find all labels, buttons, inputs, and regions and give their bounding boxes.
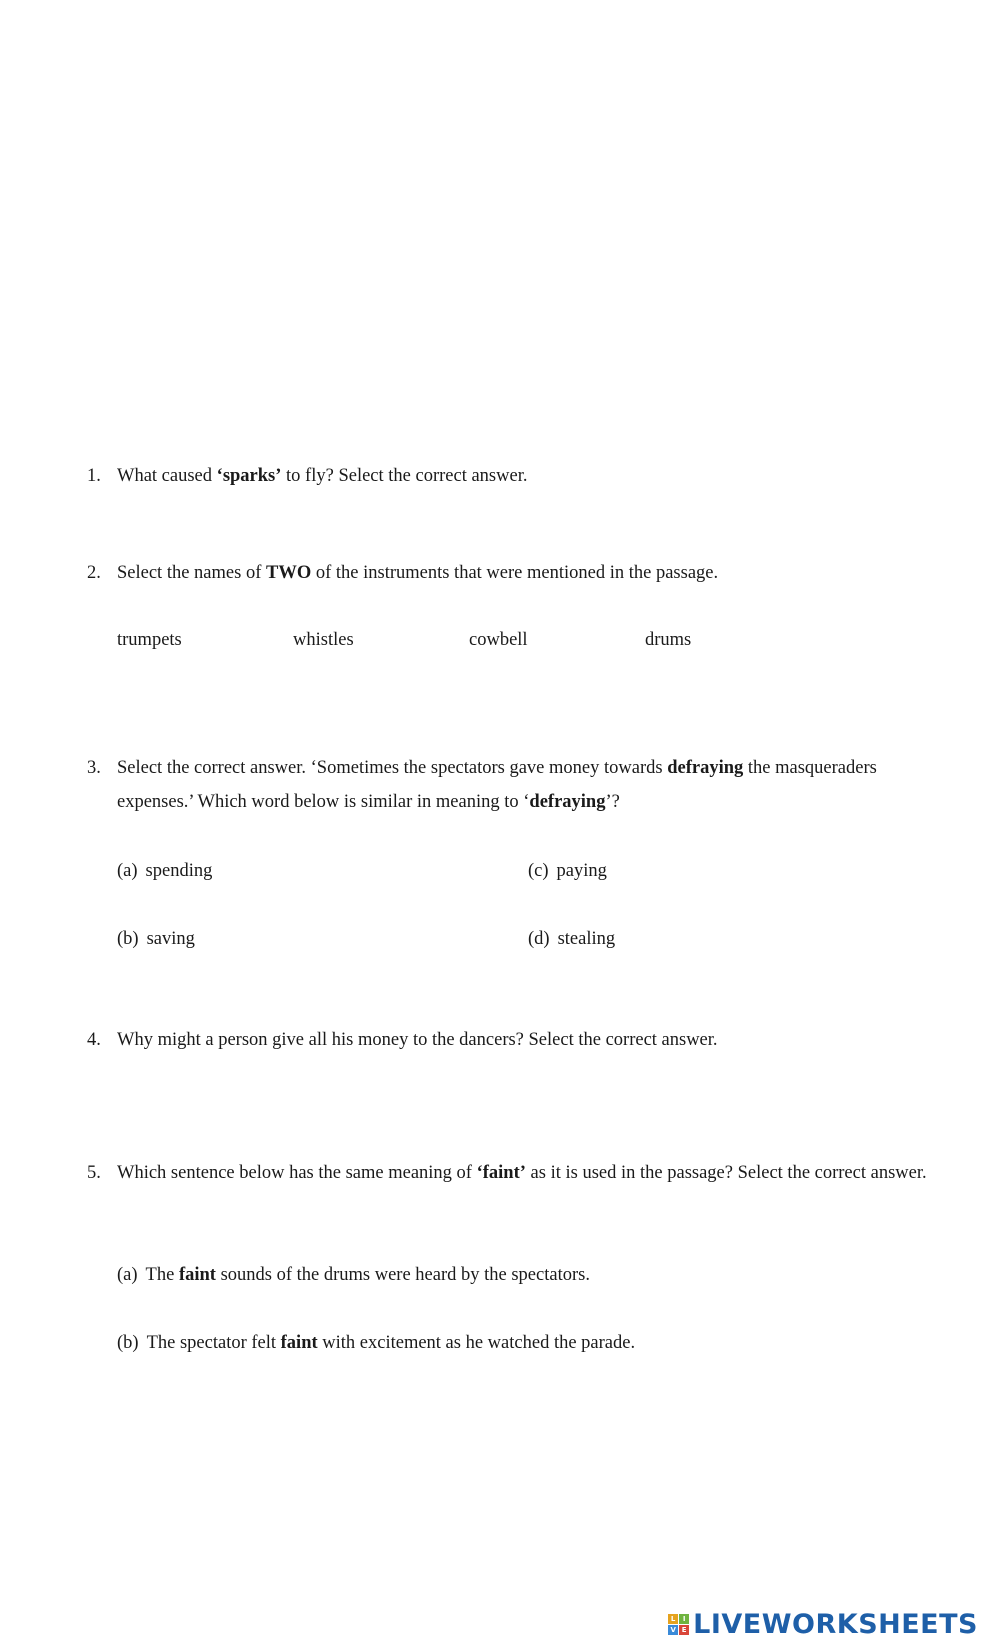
question-number: 5. <box>87 1163 101 1183</box>
question-text: Why might a person give all his money to the dancers? Select the correct answer. <box>117 1030 718 1050</box>
question-number: 3. <box>87 758 101 778</box>
question-text: Select the names of TWO of the instruments that were mentioned in the passage. <box>117 563 719 583</box>
option-drums[interactable]: drums <box>645 630 692 650</box>
question-5 <box>87 1156 927 1190</box>
question-text: Which sentence below has the same meaning of ‘faint’ as it is used in the passage? Select the correct answer. <box>117 1163 927 1183</box>
option-c-paying[interactable]: (c) paying <box>528 861 607 881</box>
option-d-stealing[interactable]: (d) stealing <box>528 929 616 949</box>
logo-mark-icon: L I V E <box>668 1614 689 1635</box>
option-a-spending[interactable]: (a) spending <box>117 861 213 881</box>
question-number: 4. <box>87 1030 101 1050</box>
question-text: Select the correct answer. ‘Sometimes the spectators gave money towards defraying the masqueraders expenses.’ Which word below is similar in meaning to ‘defraying’? <box>117 758 877 812</box>
question-2 <box>87 556 927 590</box>
option-b-sentence[interactable]: (b) The spectator felt faint with excitement as he watched the parade. <box>117 1333 636 1353</box>
brand-name: LIVEWORKSHEETS <box>693 1608 978 1640</box>
question-3 <box>87 751 927 819</box>
question-4 <box>87 1023 927 1057</box>
option-cowbell[interactable]: cowbell <box>469 630 528 650</box>
question-number: 2. <box>87 563 101 583</box>
question-1 <box>87 459 927 493</box>
option-a-sentence[interactable]: (a) The faint sounds of the drums were heard by the spectators. <box>117 1265 590 1285</box>
option-trumpets[interactable]: trumpets <box>117 630 182 650</box>
liveworksheets-logo <box>668 1609 978 1639</box>
option-b-saving[interactable]: (b) saving <box>117 929 195 949</box>
question-text: What caused ‘sparks’ to fly? Select the correct answer. <box>117 466 528 486</box>
question-number: 1. <box>87 466 101 486</box>
option-whistles[interactable]: whistles <box>293 630 354 650</box>
